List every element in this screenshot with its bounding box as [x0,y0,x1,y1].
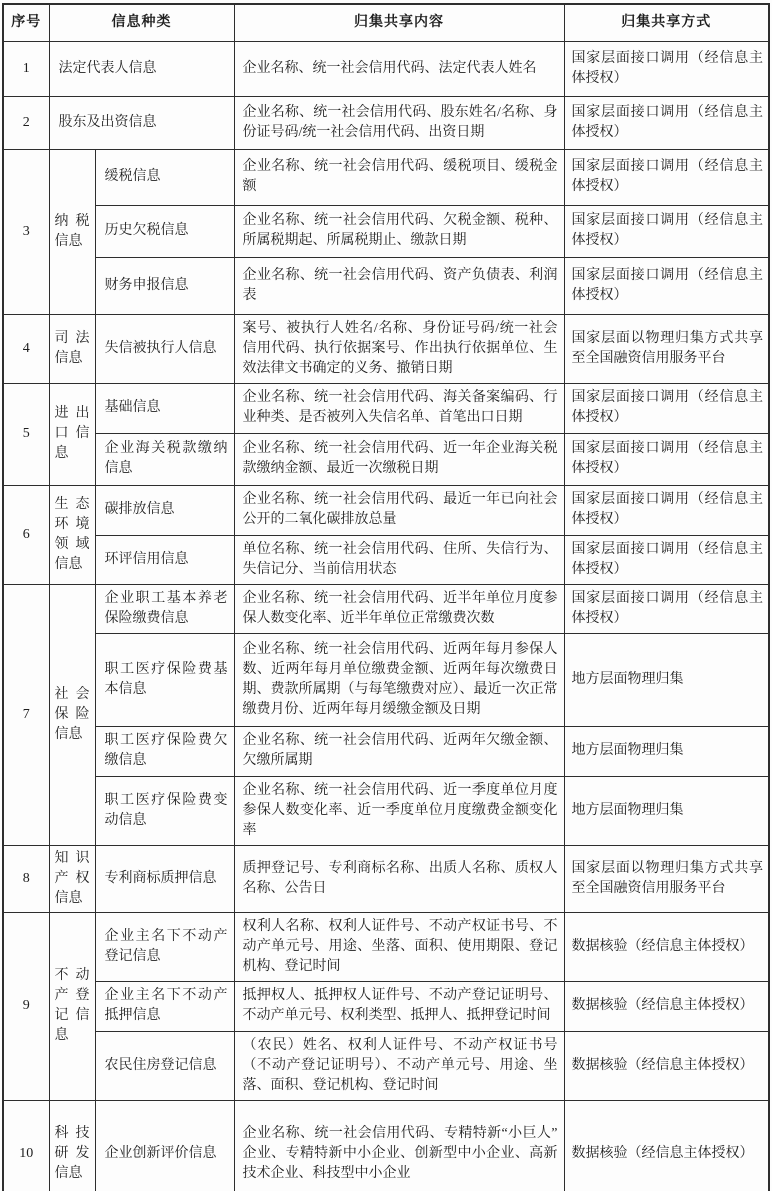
serial-number-cell: 2 [3,96,49,149]
info-type-cell: 企业主名下不动产抵押信息 [95,981,234,1031]
category-cell: 社会保险信息 [49,584,95,845]
share-method-cell: 地方层面物理归集 [564,776,769,845]
share-content-cell: 企业名称、统一社会信用代码、欠税金额、税种、所属税期起、所属税期止、缴款日期 [234,205,564,257]
table-row [3,981,769,1031]
serial-number-cell: 8 [3,845,49,912]
table-row [3,149,769,205]
share-method-cell: 数据核验（经信息主体授权） [564,912,769,981]
info-type-cell: 职工医疗保险费基本信息 [95,633,234,726]
info-type-cell: 股东及出资信息 [49,96,234,149]
serial-number-cell: 4 [3,314,49,383]
share-content-cell: 权利人名称、权利人证件号、不动产权证书号、不动产单元号、用途、坐落、面积、使用期限、登记机构、登记时间 [234,912,564,981]
share-content-cell: 企业名称、统一社会信用代码、股东姓名/名称、身份证号码/统一社会信用代码、出资日期 [234,96,564,149]
share-method-cell: 国家层面以物理归集方式共享至全国融资信用服务平台 [564,314,769,383]
table-row [3,726,769,776]
share-method-cell: 国家层面接口调用（经信息主体授权） [564,257,769,314]
table-row [3,535,769,584]
share-method-cell: 国家层面接口调用（经信息主体授权） [564,433,769,485]
share-content-cell: 企业名称、统一社会信用代码、海关备案编码、行业种类、是否被列入失信名单、首笔出口日期 [234,383,564,433]
info-type-cell: 企业主名下不动产登记信息 [95,912,234,981]
table-body [3,41,769,1191]
share-content-cell: 企业名称、统一社会信用代码、专精特新“小巨人”企业、专精特新中小企业、创新型中小企业、高新技术企业、科技型中小企业 [234,1100,564,1191]
serial-number-cell: 7 [3,584,49,845]
share-method-cell: 国家层面接口调用（经信息主体授权） [564,41,769,96]
share-method-cell: 地方层面物理归集 [564,726,769,776]
share-content-cell: 企业名称、统一社会信用代码、近半年单位月度参保人数变化率、近半年单位正常缴费次数 [234,584,564,633]
info-type-cell: 历史欠税信息 [95,205,234,257]
table-row [3,584,769,633]
table-row [3,485,769,535]
info-type-cell: 法定代表人信息 [49,41,234,96]
serial-number-cell: 10 [3,1100,49,1191]
category-cell: 进出口信息 [49,383,95,485]
share-method-cell: 地方层面物理归集 [564,633,769,726]
info-share-table [2,3,770,1191]
share-content-cell: （农民）姓名、权利人证件号、不动产权证书号（不动产登记证明号）、不动产单元号、用途、坐落、面积、登记机构、登记时间 [234,1031,564,1100]
table-row [3,314,769,383]
info-type-cell: 职工医疗保险费欠缴信息 [95,726,234,776]
share-content-cell: 单位名称、统一社会信用代码、住所、失信行为、失信记分、当前信用状态 [234,535,564,584]
info-type-cell: 碳排放信息 [95,485,234,535]
table-row [3,633,769,726]
share-method-cell: 国家层面接口调用（经信息主体授权） [564,149,769,205]
share-method-cell: 国家层面接口调用（经信息主体授权） [564,535,769,584]
share-content-cell: 企业名称、统一社会信用代码、近两年欠缴金额、欠缴所属期 [234,726,564,776]
table-row [3,845,769,912]
header-share-content: 归集共享内容 [234,4,564,41]
info-type-cell: 企业海关税款缴纳信息 [95,433,234,485]
table-row [3,96,769,149]
category-cell: 科技研发信息 [49,1100,95,1191]
share-content-cell: 企业名称、统一社会信用代码、法定代表人姓名 [234,41,564,96]
table-row [3,205,769,257]
table-row [3,776,769,845]
share-method-cell: 国家层面接口调用（经信息主体授权） [564,205,769,257]
share-content-cell: 企业名称、统一社会信用代码、资产负债表、利润表 [234,257,564,314]
share-content-cell: 企业名称、统一社会信用代码、近一年企业海关税款缴纳金额、最近一次缴税日期 [234,433,564,485]
share-content-cell: 企业名称、统一社会信用代码、最近一年已向社会公开的二氧化碳排放总量 [234,485,564,535]
serial-number-cell: 9 [3,912,49,1100]
share-method-cell: 国家层面接口调用（经信息主体授权） [564,584,769,633]
table-row [3,1100,769,1191]
table-row [3,257,769,314]
share-method-cell: 国家层面以物理归集方式共享至全国融资信用服务平台 [564,845,769,912]
info-type-cell: 缓税信息 [95,149,234,205]
share-method-cell: 数据核验（经信息主体授权） [564,1031,769,1100]
info-type-cell: 环评信用信息 [95,535,234,584]
share-method-cell: 数据核验（经信息主体授权） [564,981,769,1031]
info-type-cell: 农民住房登记信息 [95,1031,234,1100]
category-cell: 知识产权信息 [49,845,95,912]
share-method-cell: 国家层面接口调用（经信息主体授权） [564,485,769,535]
header-info-type: 信息种类 [49,4,234,41]
serial-number-cell: 1 [3,41,49,96]
share-content-cell: 抵押权人、抵押权人证件号、不动产登记证明号、不动产单元号、权利类型、抵押人、抵押登记时间 [234,981,564,1031]
serial-number-cell: 6 [3,485,49,584]
share-content-cell: 企业名称、统一社会信用代码、近一季度单位月度参保人数变化率、近一季度单位月度缴费金额变化率 [234,776,564,845]
header-share-method: 归集共享方式 [564,4,769,41]
share-content-cell: 质押登记号、专利商标名称、出质人名称、质权人名称、公告日 [234,845,564,912]
share-method-cell: 国家层面接口调用（经信息主体授权） [564,96,769,149]
info-type-cell: 基础信息 [95,383,234,433]
table-row [3,1031,769,1100]
info-type-cell: 职工医疗保险费变动信息 [95,776,234,845]
header-row [3,4,769,41]
category-cell: 不动产登记信息 [49,912,95,1100]
info-type-cell: 财务申报信息 [95,257,234,314]
share-content-cell: 企业名称、统一社会信用代码、近两年每月参保人数、近两年每月单位缴费金额、近两年每次缴费日期、费款所属期（与每笔缴费对应）、最近一次正常缴费月份、近两年每月缓缴金额及日期 [234,633,564,726]
table-row [3,912,769,981]
serial-number-cell: 3 [3,149,49,314]
serial-number-cell: 5 [3,383,49,485]
share-content-cell: 案号、被执行人姓名/名称、身份证号码/统一社会信用代码、执行依据案号、作出执行依据单位、生效法律文书确定的义务、撤销日期 [234,314,564,383]
table-row [3,383,769,433]
info-type-cell: 失信被执行人信息 [95,314,234,383]
category-cell: 司法信息 [49,314,95,383]
table-row [3,41,769,96]
category-cell: 生态环境领域信息 [49,485,95,584]
share-method-cell: 数据核验（经信息主体授权） [564,1100,769,1191]
info-type-cell: 企业创新评价信息 [95,1100,234,1191]
share-content-cell: 企业名称、统一社会信用代码、缓税项目、缓税金额 [234,149,564,205]
share-method-cell: 国家层面接口调用（经信息主体授权） [564,383,769,433]
header-serial-number: 序号 [3,4,49,41]
category-cell: 纳税信息 [49,149,95,314]
info-type-cell: 企业职工基本养老保险缴费信息 [95,584,234,633]
info-type-cell: 专利商标质押信息 [95,845,234,912]
table-row [3,433,769,485]
